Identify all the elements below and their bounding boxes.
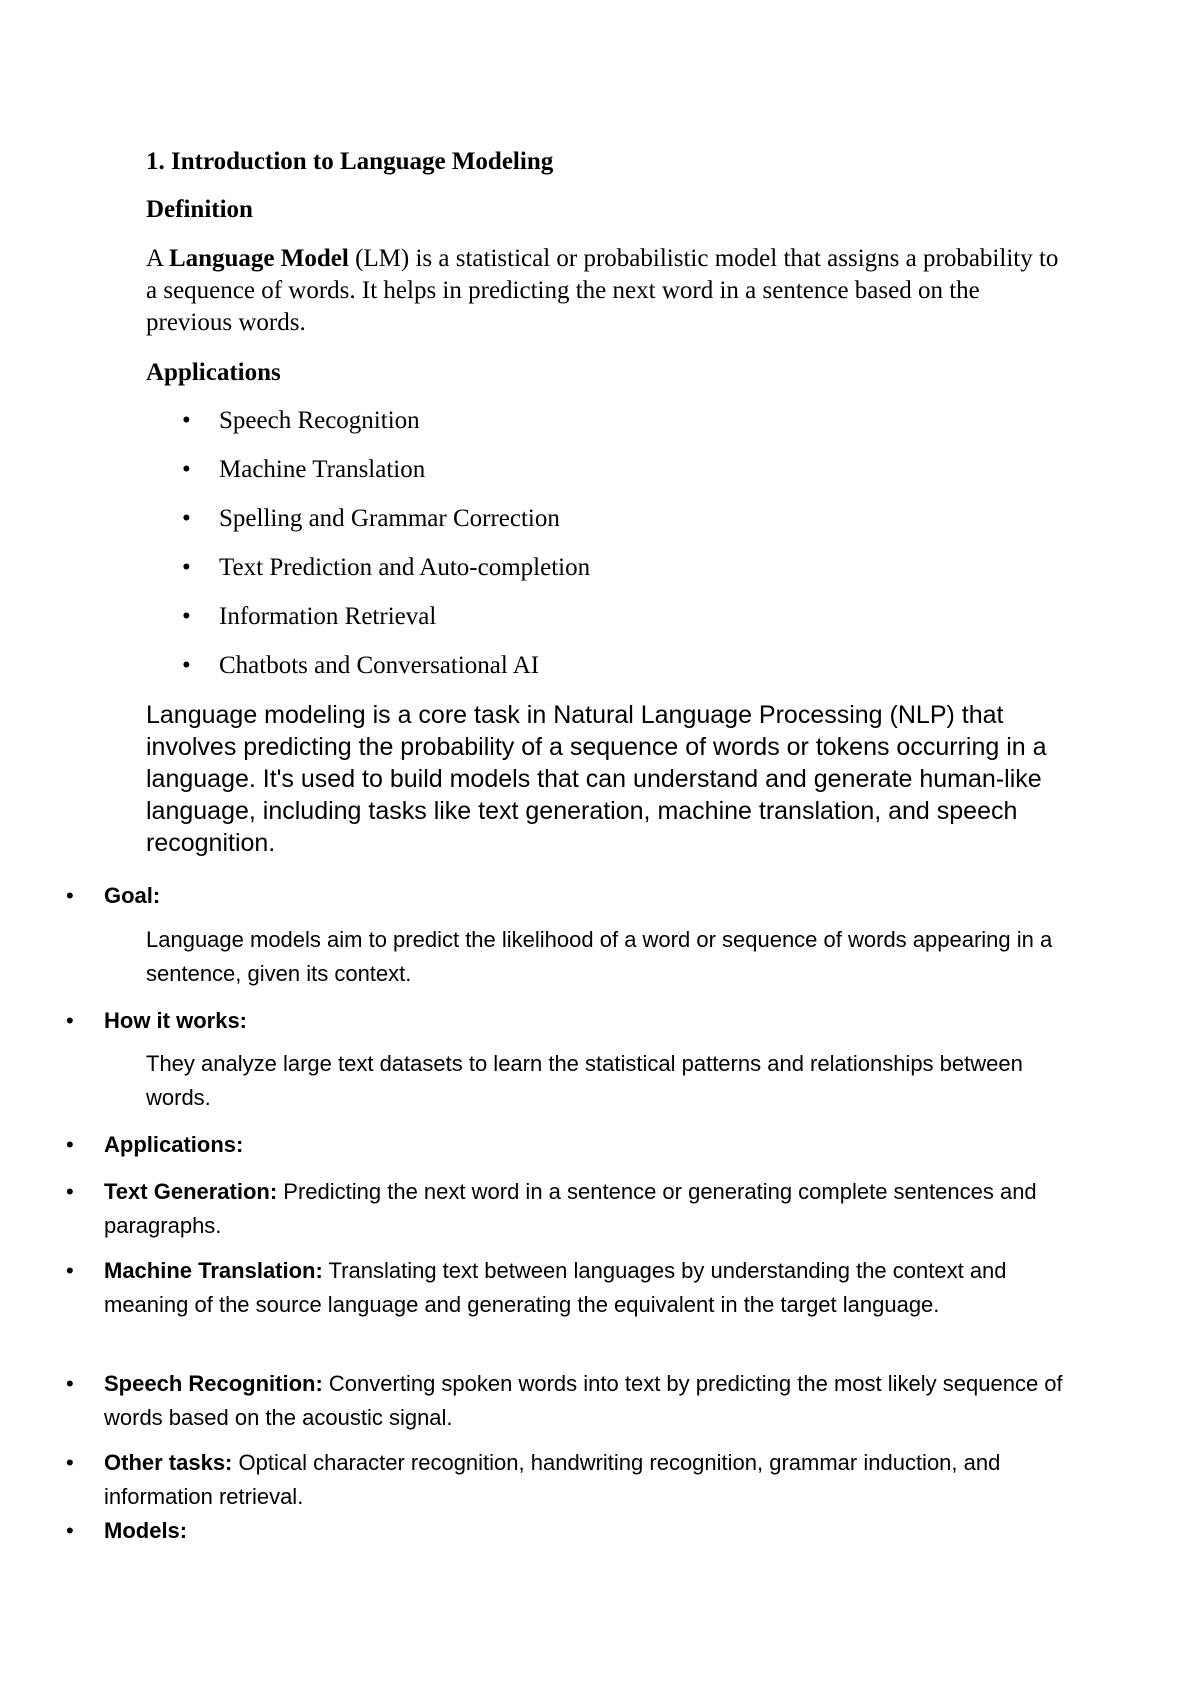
definition-prefix: A [146, 245, 169, 272]
models-item [66, 1514, 1084, 1548]
definition-heading: Definition [146, 196, 253, 223]
list-item-text: Text Prediction and Auto-completion [219, 554, 591, 581]
bullet-icon: • [66, 1450, 74, 1475]
list-item [146, 552, 590, 601]
list-item-text: Information Retrieval [219, 603, 437, 630]
bullet-icon: • [182, 554, 191, 581]
bullet-icon: • [66, 1008, 74, 1033]
how-label: How it works: [104, 1008, 248, 1033]
section-title: 1. Introduction to Language Modeling [146, 148, 554, 175]
list-item [66, 1367, 1084, 1435]
goal-text: Language models aim to predict the likelihood of a word or sequence of words appearing in a sentence, given its context. [146, 927, 1053, 986]
item-label: Other tasks: [104, 1450, 233, 1475]
goal-item [66, 879, 1084, 913]
bullet-icon: • [182, 603, 191, 630]
applications-item [66, 1128, 1084, 1162]
list-item-text: Machine Translation [219, 456, 426, 483]
item-label: Speech Recognition: [104, 1371, 323, 1396]
bullet-icon: • [66, 1518, 74, 1543]
bullet-icon: • [182, 456, 191, 483]
intro-paragraph: Language modeling is a core task in Natural Language Processing (NLP) that involves predicting the probability of a sequence of words or tokens occurring in a language. It's used to build models that can understand and generate human-like language, including tasks like text generation, machine translation, and speech recognition. [146, 701, 1047, 857]
bullet-icon: • [66, 883, 74, 908]
item-text: Predicting the next word in a sentence or generating complete sentences and paragraphs. [104, 1179, 1037, 1238]
applications-heading: Applications [146, 359, 281, 386]
how-text: They analyze large text datasets to learn the statistical patterns and relationships between words. [146, 1051, 1023, 1110]
list-item [146, 601, 590, 650]
bullet-icon: • [66, 1132, 74, 1157]
definition-rest: (LM) is a statistical or probabilistic model that assigns a probability to a sequence of words. It helps in predicting the next word in a sentence based on the previous words. [146, 245, 1059, 336]
item-text: Optical character recognition, handwriting recognition, grammar induction, and information retrieval. [104, 1450, 1001, 1509]
list-item [66, 1446, 1084, 1514]
list-item-text: Chatbots and Conversational AI [219, 652, 540, 679]
list-item [146, 650, 590, 699]
item-text: Converting spoken words into text by predicting the most likely sequence of words based on the acoustic signal. [104, 1371, 1063, 1430]
definition-paragraph [146, 243, 1066, 339]
list-item [146, 454, 590, 503]
list-item [146, 405, 590, 454]
applications-list [146, 405, 590, 699]
list-item-text: Speech Recognition [219, 407, 420, 434]
item-text: Translating text between languages by understanding the context and meaning of the source language and generating the equivalent in the target language. [104, 1258, 1007, 1317]
bullet-icon: • [182, 407, 191, 434]
list-item-text: Spelling and Grammar Correction [219, 505, 560, 532]
list-item [66, 1175, 1084, 1243]
goal-label: Goal: [104, 883, 161, 908]
models-label: Models: [104, 1518, 188, 1543]
bullet-icon: • [182, 505, 191, 532]
bullet-icon: • [66, 1179, 74, 1204]
bullet-icon: • [66, 1371, 74, 1396]
definition-term: Language Model [168, 245, 349, 272]
item-label: Machine Translation: [104, 1258, 323, 1283]
list-item [146, 503, 590, 552]
list-item [66, 1254, 1084, 1322]
how-item [66, 1004, 1084, 1038]
item-label: Text Generation: [104, 1179, 278, 1204]
bullet-icon: • [182, 652, 191, 679]
bullet-icon: • [66, 1258, 74, 1283]
applications-label: Applications: [104, 1132, 244, 1157]
